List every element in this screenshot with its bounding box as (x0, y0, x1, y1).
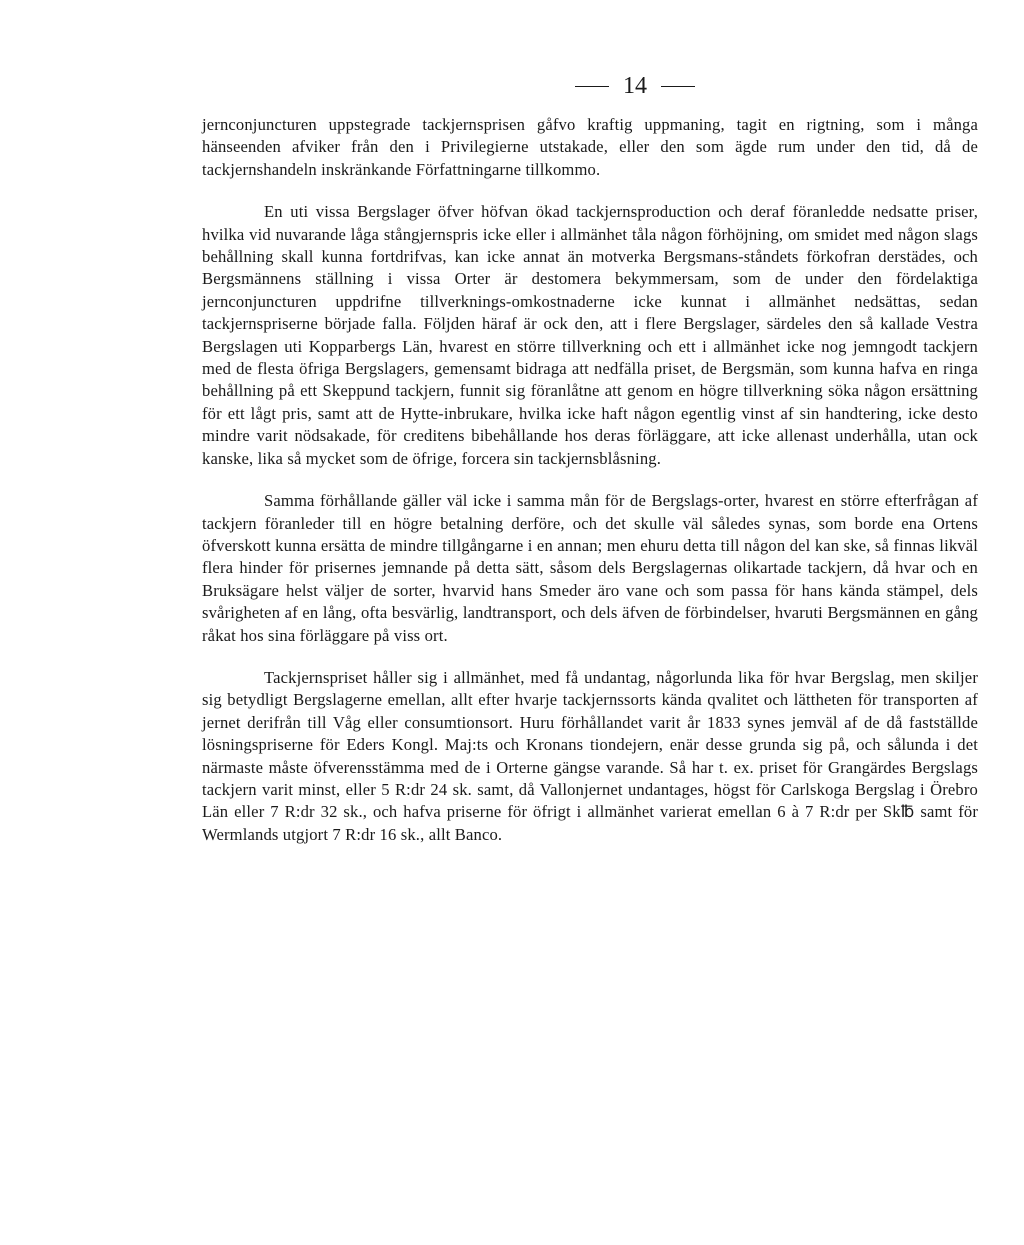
paragraph-1: jernconjuncturen uppstegrade tackjernsprisen gåfvo kraftig uppmaning, tagit en rigtning, som i många hänseenden afviker från den i Privilegierne utstakade, eller den som ägde rum under den tid, då de tackjernshandeln inskränkande Författningarne tillkommo. (202, 115, 978, 179)
paragraph-2: En uti vissa Bergslager öfver höfvan ökad tackjernsproduction och deraf föranledde nedsatte priser, hvilka vid nuvarande låga stångjernspris icke eller i allmänhet tåla någon förhöjning, om smidet med någon slags behållning skall kunna fortdrifvas, kan icke annat än motverka Bergsmans-ståndets förkofran derstädes, och Bergsmännens ställning i vissa Orter är destomera bekymmersam, som de under den fördelaktiga jernconjuncturen uppdrifne tillverknings-omkostnaderne icke kunnat i allmänhet nedsättas, sedan tackjernspriserne började falla. Följden häraf är ock den, att i flere Bergslager, särdeles den så kallade Vestra Bergslagen uti Kopparbergs Län, hvarest en större tillverkning och ett i allmänhet icke nog jemngodt tackjern med de flesta öfriga Bergslagers, gemensamt bidraga att nedfälla priset, de Bergsmän, som kunna hafva en ringa behållning på ett Skeppund tackjern, funnit sig föranlåtne att genom en högre tillverkning söka någon ersättning för ett lågt pris, samt att de Hytte-inbrukare, hvilka icke haft någon egentlig vinst af sin handtering, icke desto mindre varit nödsakade, för creditens bibehållande hos deras förläggare, att icke allenast underhålla, utan ock kanske, lika så mycket som de öfrige, forcera sin tackjernsblåsning. (202, 202, 978, 468)
page-header (292, 72, 978, 100)
page-number: 14 (623, 72, 647, 99)
document-page (202, 72, 978, 846)
header-dash-right (661, 86, 695, 87)
body-text (202, 114, 978, 846)
paragraph-4: Tackjernspriset håller sig i allmänhet, med få undantag, någorlunda lika för hvar Bergslag, men skiljer sig betydligt Bergslagerne emellan, allt efter hvarje tackjernssorts kända qvalitet och lättheten för transporten af jernet derifrån till Våg eller consumtionsort. Huru förhållandet varit år 1833 synes jemväl af de då fastställde lösningspriserne för Eders Kongl. Maj:ts och Kronans tiondejern, enär desse grunda sig på, och sålunda i det närmaste måste öfverensstämma med de i Orterne gängse varande. Så har t. ex. priset för Grangärdes Bergslags tackjern varit minst, eller 5 R:dr 24 sk. samt, då Vallonjernet undantages, högst för Carlskoga Bergslag i Örebro Län eller 7 R:dr 32 sk., och hafva priserne för öfrigt i allmänhet varierat emellan 6 à 7 R:dr per Sk℔ samt för Wermlands utgjort 7 R:dr 16 sk., allt Banco. (202, 667, 978, 844)
header-dash-left (575, 86, 609, 87)
paragraph-3: Samma förhållande gäller väl icke i samma mån för de Bergslags-orter, hvarest en större efterfrågan af tackjern föranleder till en högre betalning derföre, och det skulle väl således synas, som borde ena Ortens öfverskott kunna ersätta de mindre tillgångarne i en annan; men ehuru detta till någon del kan ske, så finnas likväl flera hinder för prisernes jemnande på detta sätt, såsom dels Bergslagernas olikartade tackjern, då hvar och en Bruksägare helst väljer de sorter, hvarvid hans Smeder äro vane och som passa för hans kända stämpel, dels svårigheten af en lång, ofta besvärlig, landtransport, och dels äfven de förbindelser, hvaruti Bergsmännen en gång råkat hos sina förläggare på viss ort. (202, 491, 978, 645)
